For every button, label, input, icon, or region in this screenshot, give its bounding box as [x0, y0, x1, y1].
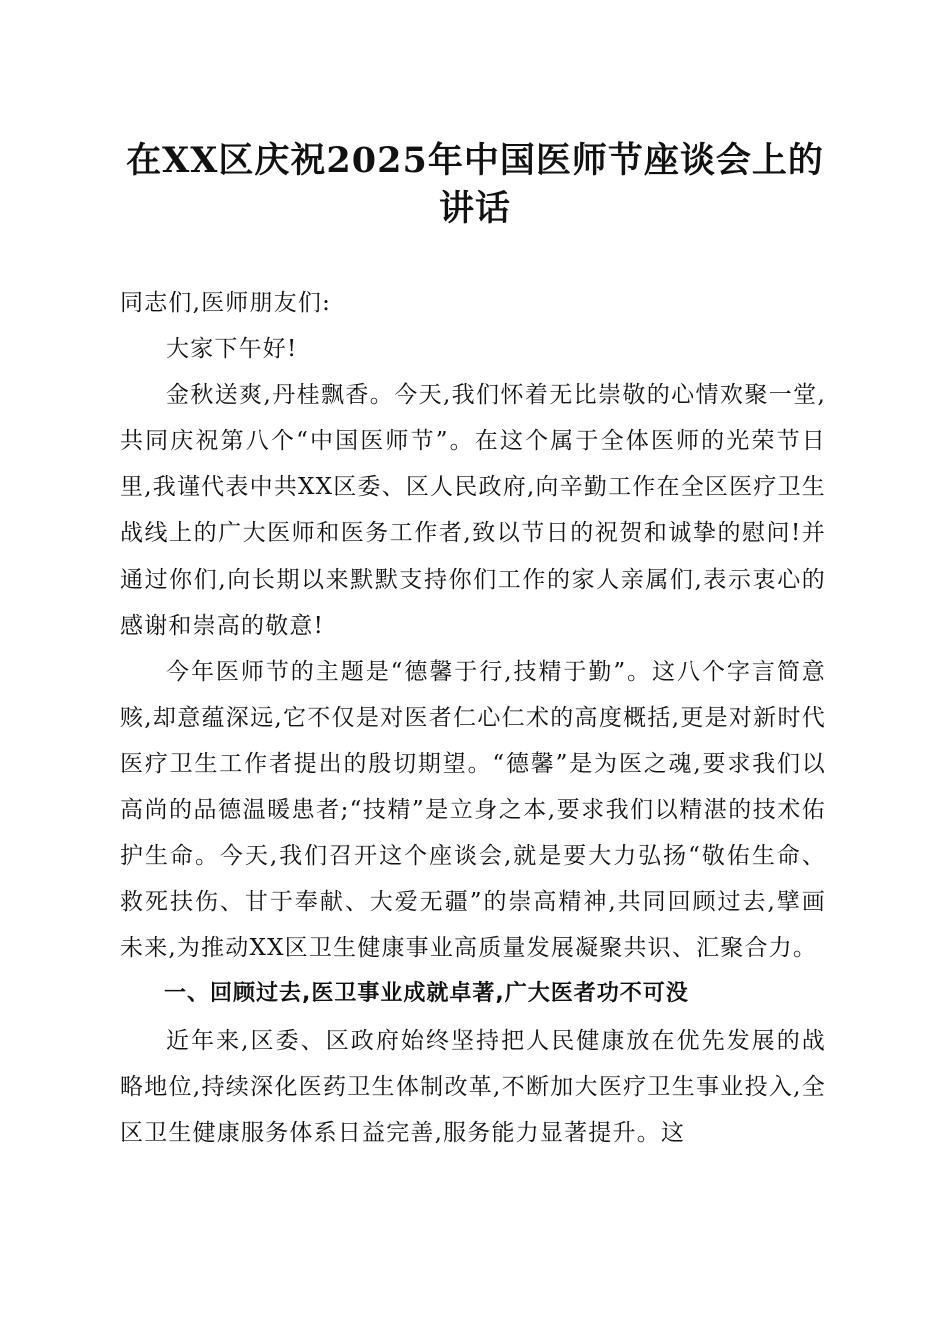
- document-body: [120, 280, 826, 1156]
- paragraph-theme: 今年医师节的主题是“德馨于行,技精于勤”。这八个字言简意赅,却意蕴深远,它不仅是对医者仁心仁术的高度概括,更是对新时代医疗卫生工作者提出的殷切期望。“德馨”是为医之魂,要求我们以高尚的品德温暖患者;“技精”是立身之本,要求我们以精湛的技术佑护生命。今天,我们召开这个座谈会,就是要大力弘扬“敬佑生命、救死扶伤、甘于奉献、大爱无疆”的崇高精神,共同回顾过去,擘画未来,为推动XX区卫生健康事业高质量发展凝聚共识、汇聚合力。: [120, 658, 826, 962]
- greeting: 大家下午好!: [166, 336, 298, 363]
- paragraph-opening: 金秋送爽,丹桂飘香。今天,我们怀着无比崇敬的心情欢聚一堂,共同庆祝第八个“中国医师节”。在这个属于全体医师的光荣节日里,我谨代表中共XX区委、区人民政府,向辛勤工作在全区医疗卫生战线上的广大医师和医务工作者,致以节日的祝贺和诚挚的慰问!并通过你们,向长期以来默默支持你们工作的家人亲属们,表示衷心的感谢和崇高的敬意!: [120, 382, 826, 639]
- salutation: 同志们,医师朋友们:: [120, 290, 332, 316]
- paragraph-section-one: 近年来,区委、区政府始终坚持把人民健康放在优先发展的战略地位,持续深化医药卫生体制改革,不断加大医疗卫生事业投入,全区卫生健康服务体系日益完善,服务能力显著提升。这: [120, 1027, 826, 1146]
- document-title: 在XX区庆祝2025年中国医师节座谈会上的讲话: [126, 140, 824, 229]
- section-heading: 一、回顾过去,医卫事业成就卓著,广大医者功不可没: [164, 981, 689, 1007]
